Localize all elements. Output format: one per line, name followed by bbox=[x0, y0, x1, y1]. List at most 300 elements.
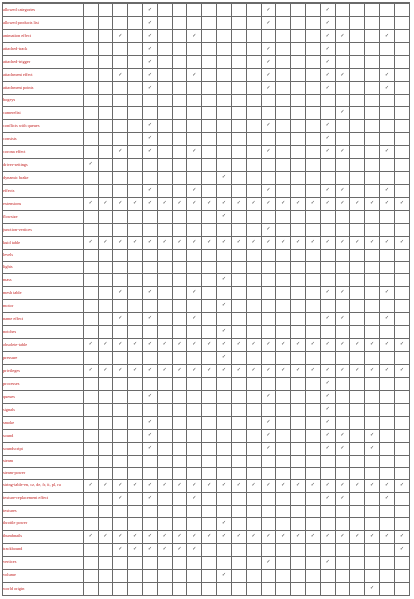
empty-cell bbox=[217, 249, 232, 261]
empty-cell bbox=[202, 403, 217, 416]
check-mark: ✓ bbox=[276, 338, 291, 351]
empty-cell bbox=[217, 429, 232, 442]
check-mark: ✓ bbox=[320, 416, 335, 429]
empty-cell bbox=[128, 299, 143, 312]
container-label: obsolete-table bbox=[3, 338, 84, 351]
empty-cell bbox=[335, 223, 350, 236]
empty-cell bbox=[157, 351, 172, 364]
check-mark: ✓ bbox=[83, 158, 98, 171]
empty-cell bbox=[380, 455, 395, 467]
check-mark: ✓ bbox=[305, 197, 320, 210]
container-label: driver-settings bbox=[3, 158, 84, 171]
empty-cell bbox=[261, 299, 276, 312]
container-label: conflicts with queues bbox=[3, 119, 84, 132]
empty-cell bbox=[231, 261, 246, 273]
empty-cell bbox=[394, 158, 409, 171]
kind-header bbox=[335, 3, 350, 4]
empty-cell bbox=[231, 4, 246, 17]
empty-cell bbox=[320, 325, 335, 338]
kind-header bbox=[217, 3, 232, 4]
empty-cell bbox=[380, 442, 395, 455]
empty-cell bbox=[128, 467, 143, 479]
empty-cell bbox=[231, 95, 246, 107]
check-mark: ✓ bbox=[380, 286, 395, 299]
table-row bbox=[3, 261, 410, 273]
empty-cell bbox=[365, 132, 380, 145]
empty-cell bbox=[217, 556, 232, 569]
empty-cell bbox=[202, 569, 217, 582]
empty-cell bbox=[365, 43, 380, 56]
empty-cell bbox=[246, 467, 261, 479]
check-mark: ✓ bbox=[128, 236, 143, 249]
empty-cell bbox=[157, 442, 172, 455]
empty-cell bbox=[380, 158, 395, 171]
empty-cell bbox=[128, 249, 143, 261]
empty-cell bbox=[246, 30, 261, 43]
empty-cell bbox=[231, 184, 246, 197]
container-label: privileges bbox=[3, 364, 84, 377]
empty-cell bbox=[202, 106, 217, 119]
empty-cell bbox=[350, 210, 365, 223]
check-mark: ✓ bbox=[291, 236, 306, 249]
check-mark: ✓ bbox=[380, 82, 395, 95]
empty-cell bbox=[187, 569, 202, 582]
empty-cell bbox=[172, 145, 187, 158]
empty-cell bbox=[276, 273, 291, 286]
check-mark: ✓ bbox=[187, 197, 202, 210]
empty-cell bbox=[83, 273, 98, 286]
empty-cell bbox=[305, 351, 320, 364]
empty-cell bbox=[113, 132, 128, 145]
check-mark: ✓ bbox=[291, 364, 306, 377]
empty-cell bbox=[157, 273, 172, 286]
empty-cell bbox=[276, 351, 291, 364]
empty-cell bbox=[350, 184, 365, 197]
empty-cell bbox=[305, 171, 320, 184]
empty-cell bbox=[246, 403, 261, 416]
empty-cell bbox=[350, 517, 365, 530]
empty-cell bbox=[217, 416, 232, 429]
empty-cell bbox=[113, 416, 128, 429]
check-mark: ✓ bbox=[187, 364, 202, 377]
empty-cell bbox=[291, 582, 306, 595]
empty-cell bbox=[187, 403, 202, 416]
empty-cell bbox=[291, 492, 306, 505]
empty-cell bbox=[365, 467, 380, 479]
check-mark: ✓ bbox=[394, 364, 409, 377]
empty-cell bbox=[98, 582, 113, 595]
container-label: vertices bbox=[3, 556, 84, 569]
check-mark: ✓ bbox=[113, 364, 128, 377]
empty-cell bbox=[231, 17, 246, 30]
empty-cell bbox=[217, 106, 232, 119]
empty-cell bbox=[276, 56, 291, 69]
empty-cell bbox=[335, 17, 350, 30]
empty-cell bbox=[305, 119, 320, 132]
empty-cell bbox=[231, 442, 246, 455]
empty-cell bbox=[157, 517, 172, 530]
empty-cell bbox=[217, 145, 232, 158]
check-mark: ✓ bbox=[261, 390, 276, 403]
empty-cell bbox=[202, 556, 217, 569]
kinds-containers-matrix bbox=[2, 2, 410, 596]
empty-cell bbox=[231, 145, 246, 158]
check-mark: ✓ bbox=[143, 30, 158, 43]
empty-cell bbox=[261, 582, 276, 595]
check-mark: ✓ bbox=[335, 197, 350, 210]
check-mark: ✓ bbox=[276, 479, 291, 492]
empty-cell bbox=[157, 82, 172, 95]
empty-cell bbox=[394, 467, 409, 479]
kind-header bbox=[320, 3, 335, 4]
empty-cell bbox=[305, 543, 320, 556]
empty-cell bbox=[202, 582, 217, 595]
empty-cell bbox=[335, 82, 350, 95]
empty-cell bbox=[98, 158, 113, 171]
empty-cell bbox=[276, 69, 291, 82]
empty-cell bbox=[98, 184, 113, 197]
table-row bbox=[3, 197, 410, 210]
empty-cell bbox=[143, 505, 158, 517]
table-row bbox=[3, 569, 410, 582]
empty-cell bbox=[305, 145, 320, 158]
empty-cell bbox=[128, 312, 143, 325]
empty-cell bbox=[365, 223, 380, 236]
empty-cell bbox=[231, 119, 246, 132]
empty-cell bbox=[231, 30, 246, 43]
check-mark: ✓ bbox=[320, 530, 335, 543]
empty-cell bbox=[83, 403, 98, 416]
empty-cell bbox=[157, 249, 172, 261]
check-mark: ✓ bbox=[231, 479, 246, 492]
check-mark: ✓ bbox=[365, 442, 380, 455]
empty-cell bbox=[291, 377, 306, 390]
empty-cell bbox=[305, 17, 320, 30]
empty-cell bbox=[187, 299, 202, 312]
empty-cell bbox=[187, 95, 202, 107]
empty-cell bbox=[187, 223, 202, 236]
empty-cell bbox=[365, 455, 380, 467]
check-mark: ✓ bbox=[143, 119, 158, 132]
empty-cell bbox=[83, 82, 98, 95]
table-row bbox=[3, 4, 410, 17]
empty-cell bbox=[143, 377, 158, 390]
check-mark: ✓ bbox=[143, 69, 158, 82]
empty-cell bbox=[380, 56, 395, 69]
empty-cell bbox=[380, 273, 395, 286]
table-row bbox=[3, 249, 410, 261]
table-row bbox=[3, 158, 410, 171]
empty-cell bbox=[128, 158, 143, 171]
empty-cell bbox=[276, 492, 291, 505]
empty-cell bbox=[394, 261, 409, 273]
empty-cell bbox=[113, 184, 128, 197]
check-mark: ✓ bbox=[261, 197, 276, 210]
empty-cell bbox=[231, 106, 246, 119]
empty-cell bbox=[305, 416, 320, 429]
empty-cell bbox=[394, 517, 409, 530]
empty-cell bbox=[291, 517, 306, 530]
empty-cell bbox=[231, 299, 246, 312]
empty-cell bbox=[394, 442, 409, 455]
check-mark: ✓ bbox=[143, 442, 158, 455]
empty-cell bbox=[380, 582, 395, 595]
empty-cell bbox=[202, 17, 217, 30]
check-mark: ✓ bbox=[83, 338, 98, 351]
check-mark: ✓ bbox=[335, 338, 350, 351]
empty-cell bbox=[217, 543, 232, 556]
empty-cell bbox=[246, 390, 261, 403]
empty-cell bbox=[261, 455, 276, 467]
empty-cell bbox=[231, 249, 246, 261]
check-mark: ✓ bbox=[335, 145, 350, 158]
check-mark: ✓ bbox=[113, 492, 128, 505]
table-row bbox=[3, 106, 410, 119]
kind-header bbox=[187, 3, 202, 4]
empty-cell bbox=[157, 210, 172, 223]
check-mark: ✓ bbox=[380, 236, 395, 249]
empty-cell bbox=[320, 223, 335, 236]
empty-cell bbox=[172, 95, 187, 107]
empty-cell bbox=[202, 299, 217, 312]
empty-cell bbox=[83, 556, 98, 569]
check-mark: ✓ bbox=[113, 236, 128, 249]
empty-cell bbox=[335, 299, 350, 312]
empty-cell bbox=[172, 223, 187, 236]
check-mark: ✓ bbox=[217, 364, 232, 377]
empty-cell bbox=[246, 286, 261, 299]
empty-cell bbox=[128, 517, 143, 530]
empty-cell bbox=[335, 56, 350, 69]
empty-cell bbox=[305, 312, 320, 325]
empty-cell bbox=[128, 132, 143, 145]
check-mark: ✓ bbox=[335, 364, 350, 377]
empty-cell bbox=[98, 56, 113, 69]
check-mark: ✓ bbox=[305, 479, 320, 492]
empty-cell bbox=[246, 82, 261, 95]
empty-cell bbox=[276, 210, 291, 223]
empty-cell bbox=[305, 106, 320, 119]
empty-cell bbox=[231, 210, 246, 223]
check-mark: ✓ bbox=[380, 197, 395, 210]
empty-cell bbox=[305, 69, 320, 82]
empty-cell bbox=[128, 569, 143, 582]
empty-cell bbox=[113, 582, 128, 595]
check-mark: ✓ bbox=[380, 479, 395, 492]
check-mark: ✓ bbox=[380, 145, 395, 158]
empty-cell bbox=[365, 95, 380, 107]
empty-cell bbox=[98, 505, 113, 517]
empty-cell bbox=[83, 286, 98, 299]
empty-cell bbox=[305, 377, 320, 390]
empty-cell bbox=[365, 286, 380, 299]
kind-header bbox=[305, 3, 320, 4]
empty-cell bbox=[261, 505, 276, 517]
check-mark: ✓ bbox=[305, 530, 320, 543]
empty-cell bbox=[202, 286, 217, 299]
empty-cell bbox=[246, 273, 261, 286]
empty-cell bbox=[380, 106, 395, 119]
empty-cell bbox=[350, 390, 365, 403]
empty-cell bbox=[128, 442, 143, 455]
empty-cell bbox=[276, 312, 291, 325]
empty-cell bbox=[128, 390, 143, 403]
kind-header bbox=[231, 3, 246, 4]
empty-cell bbox=[291, 158, 306, 171]
check-mark: ✓ bbox=[335, 286, 350, 299]
empty-cell bbox=[394, 17, 409, 30]
empty-cell bbox=[172, 492, 187, 505]
empty-cell bbox=[276, 4, 291, 17]
empty-cell bbox=[217, 442, 232, 455]
check-mark: ✓ bbox=[394, 236, 409, 249]
empty-cell bbox=[217, 69, 232, 82]
empty-cell bbox=[143, 158, 158, 171]
empty-cell bbox=[335, 4, 350, 17]
empty-cell bbox=[305, 467, 320, 479]
empty-cell bbox=[172, 273, 187, 286]
check-mark: ✓ bbox=[261, 4, 276, 17]
empty-cell bbox=[83, 467, 98, 479]
empty-cell bbox=[291, 210, 306, 223]
empty-cell bbox=[157, 223, 172, 236]
empty-cell bbox=[305, 286, 320, 299]
empty-cell bbox=[350, 132, 365, 145]
empty-cell bbox=[246, 210, 261, 223]
empty-cell bbox=[276, 158, 291, 171]
check-mark: ✓ bbox=[217, 351, 232, 364]
table-row bbox=[3, 82, 410, 95]
check-mark: ✓ bbox=[291, 338, 306, 351]
empty-cell bbox=[98, 569, 113, 582]
check-mark: ✓ bbox=[394, 197, 409, 210]
empty-cell bbox=[128, 223, 143, 236]
check-mark: ✓ bbox=[172, 338, 187, 351]
empty-cell bbox=[157, 4, 172, 17]
empty-cell bbox=[305, 273, 320, 286]
empty-cell bbox=[202, 43, 217, 56]
check-mark: ✓ bbox=[291, 197, 306, 210]
check-mark: ✓ bbox=[217, 197, 232, 210]
empty-cell bbox=[113, 429, 128, 442]
check-mark: ✓ bbox=[276, 530, 291, 543]
check-mark: ✓ bbox=[157, 479, 172, 492]
empty-cell bbox=[187, 351, 202, 364]
empty-cell bbox=[320, 467, 335, 479]
empty-cell bbox=[113, 223, 128, 236]
empty-cell bbox=[365, 261, 380, 273]
empty-cell bbox=[291, 56, 306, 69]
check-mark: ✓ bbox=[172, 530, 187, 543]
empty-cell bbox=[157, 43, 172, 56]
empty-cell bbox=[231, 556, 246, 569]
check-mark: ✓ bbox=[143, 479, 158, 492]
empty-cell bbox=[291, 249, 306, 261]
empty-cell bbox=[113, 4, 128, 17]
kind-header bbox=[128, 3, 143, 4]
empty-cell bbox=[261, 261, 276, 273]
empty-cell bbox=[350, 158, 365, 171]
empty-cell bbox=[246, 377, 261, 390]
empty-cell bbox=[380, 416, 395, 429]
empty-cell bbox=[217, 455, 232, 467]
empty-cell bbox=[320, 351, 335, 364]
empty-cell bbox=[217, 467, 232, 479]
empty-cell bbox=[98, 69, 113, 82]
check-mark: ✓ bbox=[276, 364, 291, 377]
check-mark: ✓ bbox=[276, 197, 291, 210]
empty-cell bbox=[380, 429, 395, 442]
empty-cell bbox=[365, 171, 380, 184]
check-mark: ✓ bbox=[320, 236, 335, 249]
empty-cell bbox=[276, 377, 291, 390]
empty-cell bbox=[157, 505, 172, 517]
kind-header bbox=[380, 3, 395, 4]
empty-cell bbox=[261, 95, 276, 107]
empty-cell bbox=[394, 4, 409, 17]
empty-cell bbox=[98, 249, 113, 261]
empty-cell bbox=[291, 223, 306, 236]
empty-cell bbox=[157, 455, 172, 467]
empty-cell bbox=[172, 312, 187, 325]
empty-cell bbox=[187, 106, 202, 119]
check-mark: ✓ bbox=[350, 364, 365, 377]
empty-cell bbox=[187, 325, 202, 338]
empty-cell bbox=[202, 158, 217, 171]
empty-cell bbox=[172, 467, 187, 479]
empty-cell bbox=[305, 261, 320, 273]
check-mark: ✓ bbox=[217, 517, 232, 530]
empty-cell bbox=[261, 543, 276, 556]
empty-cell bbox=[187, 17, 202, 30]
empty-cell bbox=[187, 455, 202, 467]
empty-cell bbox=[246, 145, 261, 158]
empty-cell bbox=[350, 325, 365, 338]
container-label: world origin bbox=[3, 582, 84, 595]
empty-cell bbox=[172, 43, 187, 56]
empty-cell bbox=[98, 95, 113, 107]
empty-cell bbox=[83, 132, 98, 145]
empty-cell bbox=[276, 403, 291, 416]
empty-cell bbox=[365, 390, 380, 403]
empty-cell bbox=[98, 556, 113, 569]
table-row bbox=[3, 390, 410, 403]
empty-cell bbox=[231, 403, 246, 416]
empty-cell bbox=[231, 569, 246, 582]
empty-cell bbox=[187, 132, 202, 145]
empty-cell bbox=[172, 569, 187, 582]
empty-cell bbox=[246, 416, 261, 429]
empty-cell bbox=[231, 543, 246, 556]
check-mark: ✓ bbox=[320, 556, 335, 569]
empty-cell bbox=[157, 286, 172, 299]
check-mark: ✓ bbox=[98, 530, 113, 543]
empty-cell bbox=[394, 492, 409, 505]
container-label: kuid table bbox=[3, 236, 84, 249]
empty-cell bbox=[83, 351, 98, 364]
empty-cell bbox=[394, 132, 409, 145]
empty-cell bbox=[350, 569, 365, 582]
empty-cell bbox=[143, 569, 158, 582]
check-mark: ✓ bbox=[187, 69, 202, 82]
check-mark: ✓ bbox=[261, 184, 276, 197]
empty-cell bbox=[261, 377, 276, 390]
container-label: attached-trigger bbox=[3, 56, 84, 69]
empty-cell bbox=[202, 429, 217, 442]
empty-cell bbox=[394, 223, 409, 236]
empty-cell bbox=[365, 106, 380, 119]
check-mark: ✓ bbox=[157, 197, 172, 210]
